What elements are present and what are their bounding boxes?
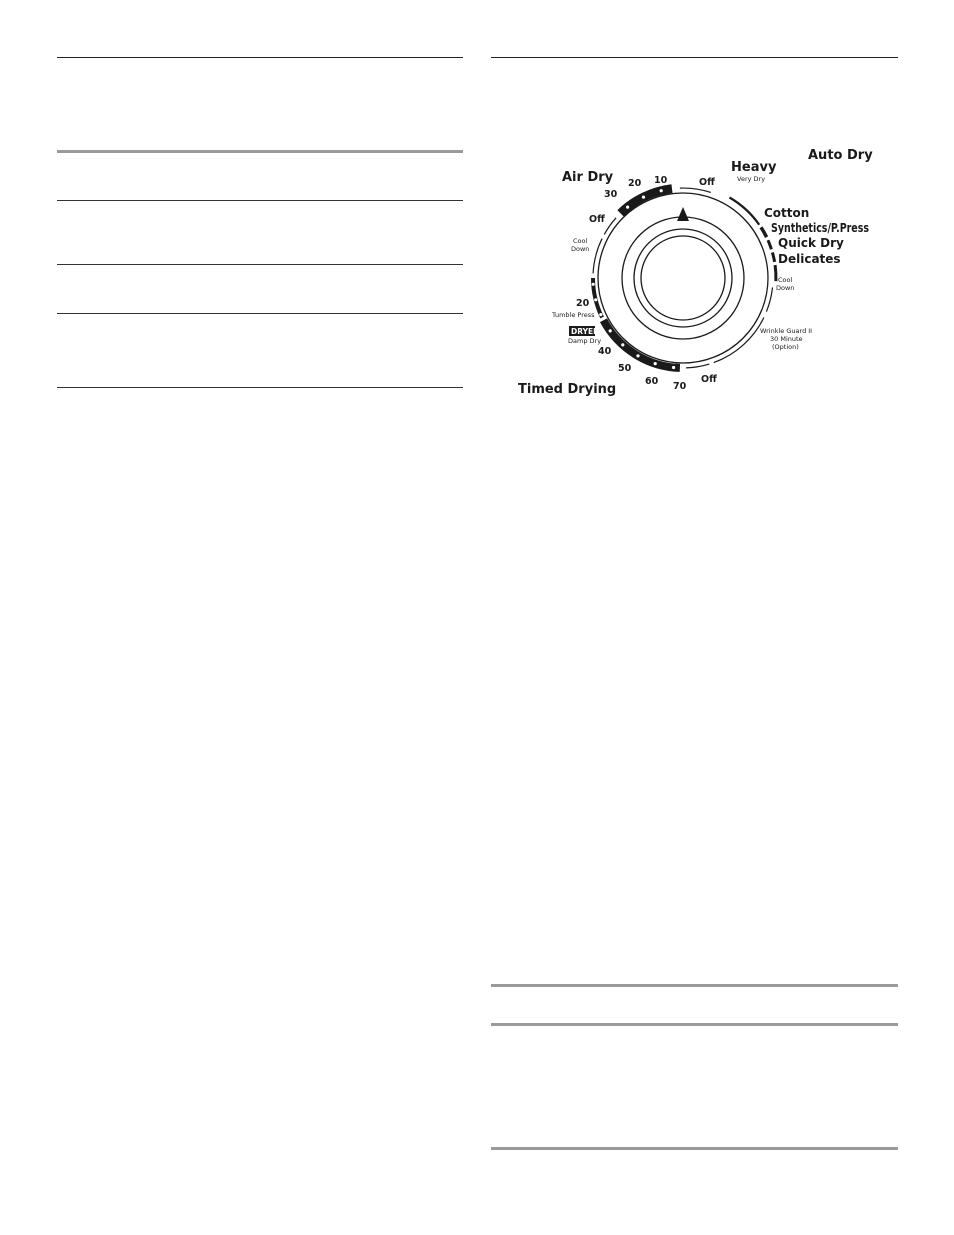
scale-tick-dot-6 — [594, 298, 597, 301]
right-table-row-rule — [491, 1023, 898, 1026]
dial-ring-inner — [634, 229, 732, 327]
time-10-label: 10 — [654, 175, 668, 186]
auto-dry-label: Auto Dry — [808, 148, 873, 163]
time-20-top-label: 20 — [628, 178, 642, 189]
scale-off-top-segment — [680, 188, 711, 192]
dryel-logo-text: DRYEL — [571, 327, 598, 336]
wrinkle-guard-label-3: (Option) — [772, 343, 799, 351]
left-table-row-rule-1 — [57, 200, 463, 201]
scale-tick-dot-4 — [609, 329, 612, 332]
scale-heavy-segment — [730, 198, 760, 225]
dial-pointer-icon — [677, 207, 689, 221]
heavy-label: Heavy — [731, 160, 777, 175]
scale-wrinkle-guard-segment — [714, 318, 764, 363]
scale-air-tick-dot-0 — [626, 206, 629, 209]
time-70-label: 70 — [673, 381, 687, 392]
left-table-row-rule-3 — [57, 313, 463, 314]
right-top-rule — [491, 57, 898, 58]
synthetics-label: Synthetics/P.Press — [771, 221, 869, 235]
scale-quick-dry-segment — [772, 252, 774, 262]
time-30-label: 30 — [604, 189, 618, 200]
scale-cotton-segment — [761, 227, 767, 237]
scale-tick-dot-3 — [621, 343, 624, 346]
time-50-label: 50 — [618, 363, 632, 374]
scale-delicates-segment — [775, 265, 776, 281]
very-dry-label: Very Dry — [737, 175, 766, 183]
scale-tick-dot-5 — [599, 313, 602, 316]
cool-down-right-label-2: Down — [776, 284, 795, 292]
cool-down-right-label-1: Cool — [778, 276, 793, 284]
left-table-header-rule — [57, 150, 463, 153]
wrinkle-guard-label-2: 30 Minute — [770, 335, 803, 343]
scale-tick-dot-1 — [654, 362, 657, 365]
time-40-label: 40 — [598, 346, 612, 357]
scale-tick-dot-2 — [636, 354, 639, 357]
scale-tick-dot-7 — [592, 283, 595, 286]
scale-synthetics-segment — [768, 240, 771, 249]
right-table-header-rule — [491, 984, 898, 987]
timed-drying-label: Timed Drying — [518, 382, 617, 397]
wrinkle-guard-label-1: Wrinkle Guard II — [760, 327, 813, 335]
dial-knob-center — [641, 236, 725, 320]
cool-down-left-label-2: Down — [571, 245, 590, 253]
time-20-tumble-label: 20 — [576, 298, 590, 309]
right-table-bottom-rule — [491, 1147, 898, 1150]
air-dry-label: Air Dry — [562, 170, 614, 185]
scale-air-tick-dot-2 — [660, 189, 663, 192]
quick-dry-label: Quick Dry — [778, 236, 844, 250]
off-bottom-label: Off — [701, 374, 717, 385]
cotton-label: Cotton — [764, 206, 810, 220]
scale-off-left-segment — [604, 218, 616, 235]
delicates-label: Delicates — [778, 252, 841, 266]
cool-down-left-label-1: Cool — [573, 237, 588, 245]
dial-ring-middle — [622, 217, 744, 339]
dial-body[interactable] — [598, 193, 768, 363]
scale-off-bottom-segment — [686, 364, 709, 368]
left-table-row-rule-2 — [57, 264, 463, 265]
scale-air-tick-dot-1 — [642, 196, 645, 199]
left-table-bottom-rule — [57, 387, 463, 388]
off-left-label: Off — [589, 214, 605, 225]
scale-tick-dot-0 — [672, 366, 675, 369]
cycle-control-dial — [505, 140, 885, 410]
time-60-label: 60 — [645, 376, 659, 387]
left-top-rule — [57, 57, 463, 58]
tumble-press-label: Tumble Press — [552, 311, 595, 319]
damp-dry-label: Damp Dry — [568, 337, 602, 345]
scale-timed-drying-band — [604, 320, 680, 368]
off-top-label: Off — [699, 177, 715, 188]
